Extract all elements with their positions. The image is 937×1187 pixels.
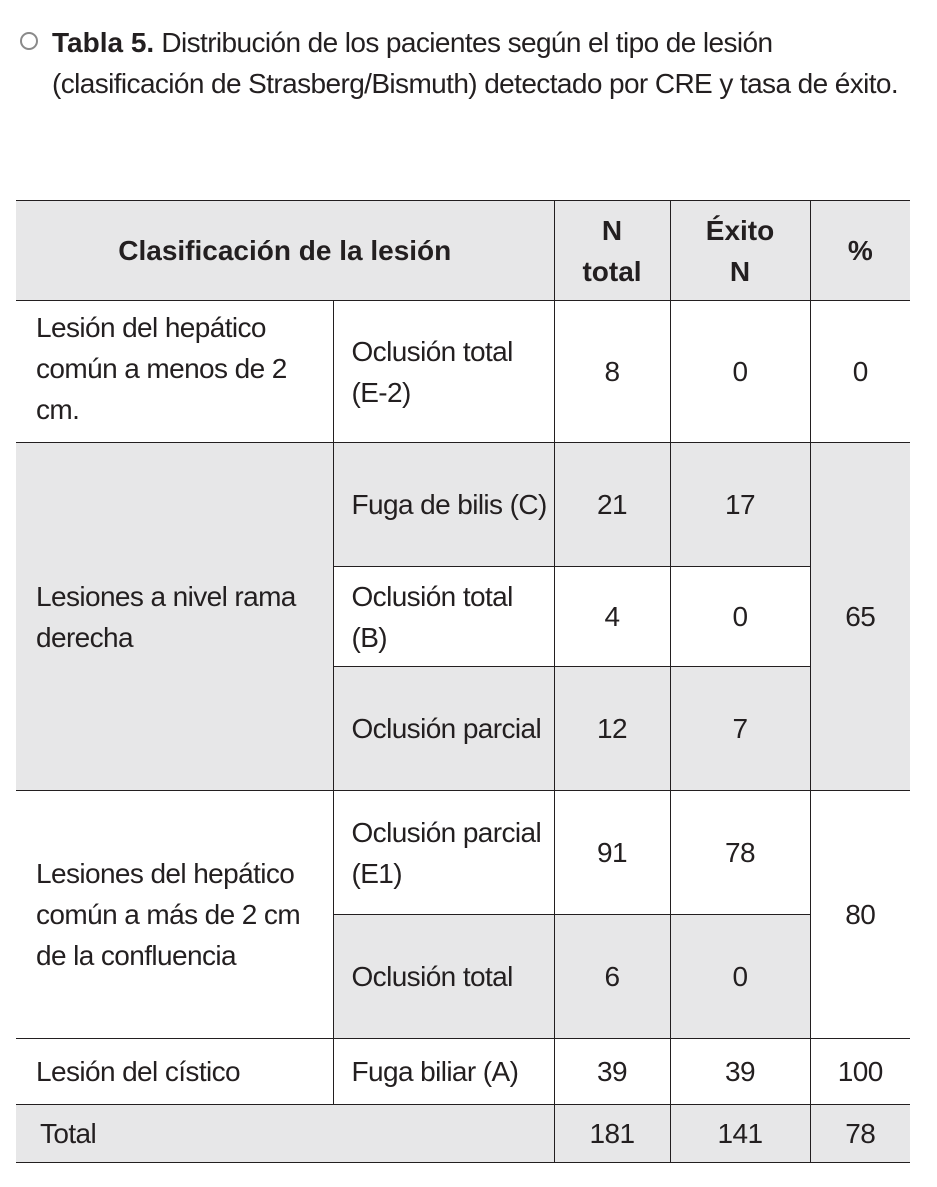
category-cell: Lesiones a nivel rama derecha	[16, 443, 333, 791]
category-cell: Lesión del cístico	[16, 1039, 333, 1105]
lesion-type-cell: Fuga de bilis (C)	[333, 443, 554, 567]
header-percent: %	[847, 235, 873, 266]
lesion-type-cell: Oclusión parcial	[333, 667, 554, 791]
lesion-type-cell: Oclusión total	[333, 915, 554, 1039]
category-cell: Lesión del hepático común a menos de 2 cm.	[16, 301, 333, 443]
caption-description: Distribución de los pacientes según el tipo de lesión (clasificación de Strasberg/Bismuth) detectado por CRE y tasa de éxito.	[52, 27, 899, 99]
lesion-type-cell: Fuga biliar (A)	[333, 1039, 554, 1105]
header-exito-line2: N	[729, 255, 751, 287]
percent-cell: 80	[810, 791, 910, 1039]
exito-cell: 0	[670, 915, 810, 1039]
table-row	[16, 791, 910, 915]
percent-cell: 100	[837, 1055, 883, 1087]
header-n-total-line2: total	[582, 255, 642, 287]
total-exito: 141	[670, 1105, 810, 1163]
table-caption	[20, 22, 920, 104]
category-cell: Lesiones del hepático común a más de 2 cm de la confluencia	[16, 791, 333, 1039]
exito-cell: 78	[670, 791, 810, 915]
table-header-row	[16, 201, 910, 301]
n-total-cell: 12	[554, 667, 670, 791]
table-row	[16, 301, 910, 443]
table-row	[16, 443, 910, 567]
caption-text	[52, 22, 920, 104]
n-total-cell: 91	[554, 791, 670, 915]
lesion-type-cell: Oclusión parcial (E1)	[333, 791, 554, 915]
percent-cell: 65	[810, 443, 910, 791]
lesion-table	[16, 200, 910, 1163]
n-total-cell: 39	[554, 1039, 670, 1105]
header-classification: Clasificación de la lesión	[16, 201, 554, 301]
total-percent: 78	[845, 1117, 876, 1149]
percent-cell: 0	[852, 355, 868, 387]
header-n-total-line1: N	[601, 214, 623, 246]
table-row	[16, 1039, 910, 1105]
n-total-cell: 8	[554, 301, 670, 443]
n-total-cell: 4	[554, 567, 670, 667]
lesion-type-cell: Oclusión total (E-2)	[333, 301, 554, 443]
exito-cell: 7	[670, 667, 810, 791]
header-exito-line1: Éxito	[705, 214, 775, 246]
n-total-cell: 6	[554, 915, 670, 1039]
lesion-type-cell: Oclusión total (B)	[333, 567, 554, 667]
exito-cell: 0	[670, 301, 810, 443]
header-exito	[670, 201, 810, 301]
exito-cell: 0	[670, 567, 810, 667]
caption-label: Tabla 5.	[52, 27, 155, 58]
total-row	[16, 1105, 910, 1163]
total-n-total: 181	[554, 1105, 670, 1163]
exito-cell: 39	[670, 1039, 810, 1105]
header-n-total	[554, 201, 670, 301]
exito-cell: 17	[670, 443, 810, 567]
n-total-cell: 21	[554, 443, 670, 567]
circle-bullet-icon	[20, 32, 38, 50]
total-label: Total	[16, 1105, 554, 1163]
